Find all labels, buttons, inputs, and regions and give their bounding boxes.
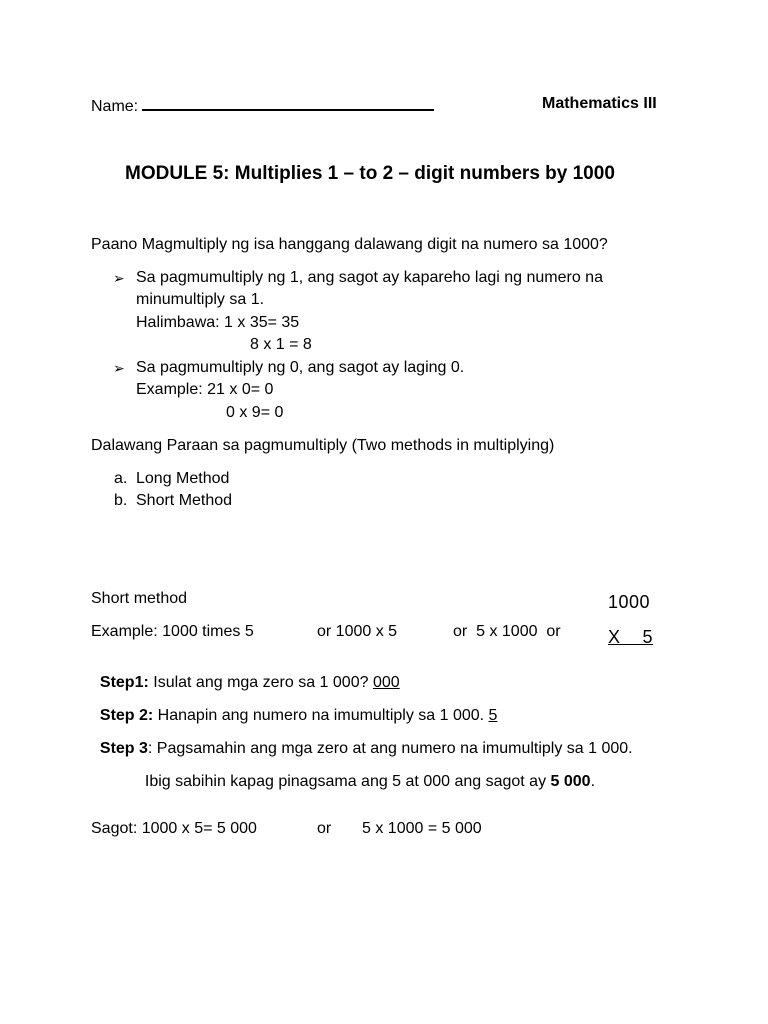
arrow-bullet-icon: ➢	[113, 270, 125, 286]
name-label: Name:	[91, 98, 139, 115]
rule-1-example-2: 8 x 1 = 8	[250, 336, 312, 353]
step-1	[91, 656, 400, 692]
step-3-continuation	[136, 755, 595, 791]
answer-right: 5 x 1000 = 5 000	[362, 820, 482, 837]
step-1-text: Isulat ang mga zero sa 1 000?	[148, 674, 373, 691]
question-text: Paano Magmultiply ng isa hanggang dalawang digit na numero sa 1000?	[91, 236, 608, 253]
rule-1-line-2: minumultiply sa 1.	[136, 291, 265, 308]
arrow-bullet-icon: ➢	[113, 360, 125, 376]
example-prefix: Example: 1000 times 5	[91, 623, 254, 640]
rule-1-example-1: Halimbawa: 1 x 35= 35	[136, 314, 300, 331]
example-or-2: or 5 x 1000 or	[453, 623, 561, 640]
method-a-label: Long Method	[136, 470, 230, 487]
methods-heading: Dalawang Paraan sa pagmumultiply (Two methods in multiplying)	[91, 437, 555, 454]
step-3-answer: 5 000	[550, 773, 591, 790]
step-3-label: Step 3	[99, 740, 148, 757]
subject-label: Mathematics III	[542, 95, 657, 112]
method-a-marker: a.	[114, 470, 128, 487]
step-1-answer: 000	[372, 674, 400, 691]
step-1-label: Step1:	[99, 674, 149, 691]
answer-or: or	[317, 820, 332, 837]
step-3-end: .	[590, 773, 596, 790]
name-field-row	[91, 95, 434, 116]
rule-2-example-2: 0 x 9= 0	[226, 404, 284, 421]
method-b-label: Short Method	[136, 492, 233, 509]
step-3-text: : Pagsamahin ang mga zero at ang numero na imumultiply sa 1 000.	[147, 740, 633, 757]
name-blank-line[interactable]	[142, 95, 434, 111]
vertical-calc-top: 1000	[608, 592, 651, 612]
rule-1-line-1: Sa pagmumultiply ng 1, ang sagot ay kapareho lagi ng numero na	[136, 269, 603, 286]
step-2-text: Hanapin ang numero na imumultiply sa 1 000.	[153, 707, 489, 724]
step-2-answer: 5	[488, 707, 498, 724]
short-method-heading: Short method	[91, 590, 188, 607]
answer-left: Sagot: 1000 x 5= 5 000	[91, 820, 257, 837]
step-2-label: Step 2:	[99, 707, 154, 724]
vertical-calc-bottom: X 5	[608, 627, 654, 647]
method-b-marker: b.	[114, 492, 128, 509]
example-or-1: or 1000 x 5	[317, 623, 398, 640]
step-2	[91, 689, 497, 725]
rule-2-example-1: Example: 21 x 0= 0	[136, 381, 274, 398]
step-3-cont-text: Ibig sabihin kapag pinagsama ang 5 at 000 ang sagot ay	[144, 773, 551, 790]
rule-2-line-1: Sa pagmumultiply ng 0, ang sagot ay laging 0.	[136, 359, 465, 376]
step-3	[91, 722, 633, 758]
page-title: MODULE 5: Multiplies 1 – to 2 – digit numbers by 1000	[125, 163, 615, 184]
